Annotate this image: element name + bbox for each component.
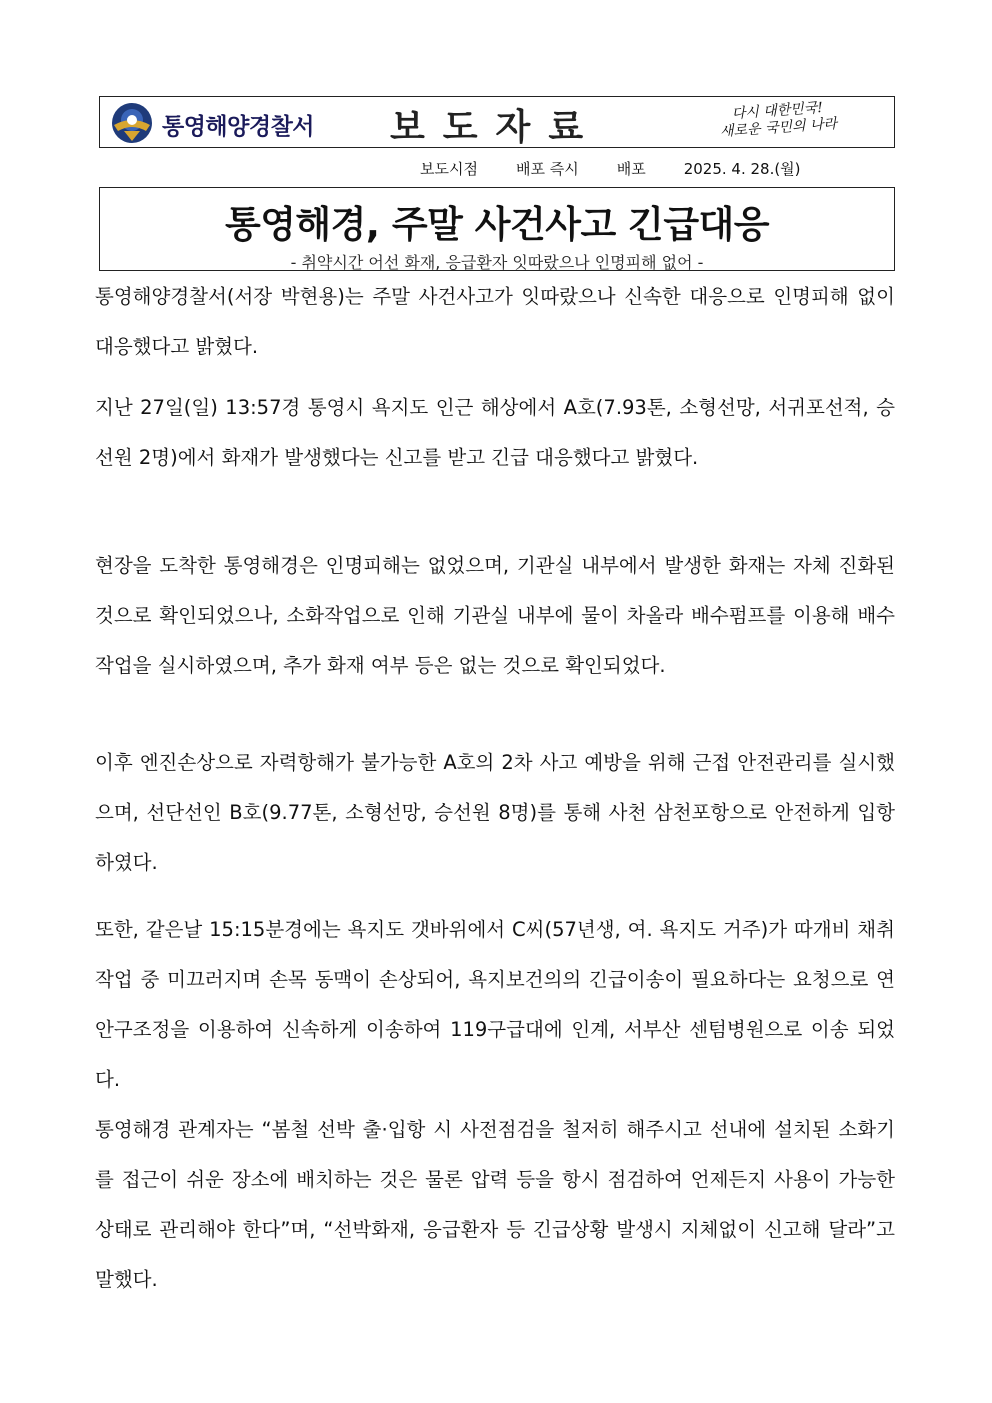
paragraph-2: 지난 27일(일) 13:57경 통영시 욕지도 인근 해상에서 A호(7.93톤, 소형선망, 서귀포선적, 승선원 2명)에서 화재가 발생했다는 신고를 받고 긴급 대응했다고 밝혔다.: [95, 396, 895, 469]
release-meta: [420, 158, 839, 179]
slogan-line-2: 새로운 국민의 나라: [719, 115, 838, 141]
slogan: [697, 97, 859, 142]
headline: 통영해경, 주말 사건사고 긴급대응: [224, 203, 770, 246]
press-release-header: [99, 96, 895, 148]
release-date-value: 2025. 4. 28.(월): [683, 160, 801, 178]
headline-box: [99, 187, 895, 271]
paragraph-6: 통영해경 관계자는 “봄철 선박 출·입항 시 사전점검을 철저히 해주시고 선내에 설치된 소화기를 접근이 쉬운 장소에 배치하는 것은 물론 압력 등을 항시 점검하여 언제든지 사용이 가능한 상태로 관리해야 한다”며, “선박화재, 응급환자 등 긴급상황 발생시 지체없이 신고해 달라”고 말했다.: [95, 1118, 895, 1291]
sub-headline: - 취약시간 어선 화재, 응급환자 잇따랐으나 인명피해 없어 -: [290, 253, 704, 272]
press-release-label: 보도자료: [390, 107, 602, 148]
coast-guard-emblem-icon: [110, 101, 154, 145]
paragraph-4: 이후 엔진손상으로 자력항해가 불가능한 A호의 2차 사고 예방을 위해 근접 안전관리를 실시했으며, 선단선인 B호(9.77톤, 소형선망, 승선원 8명)를 통해 사천 삼천포항으로 안전하게 입항하였다.: [95, 751, 895, 874]
release-time-value: 배포 즉시: [515, 160, 579, 178]
org-name: 통영해양경찰서: [162, 114, 315, 140]
release-date-label: 배포: [616, 160, 646, 178]
paragraph-5: 또한, 같은날 15:15분경에는 욕지도 갯바위에서 C씨(57년생, 여. 욕지도 거주)가 따개비 채취작업 중 미끄러지며 손목 동맥이 손상되어, 욕지보건의의 긴급이송이 필요하다는 요청으로 연안구조정을 이용하여 신속하게 이송하여 119구급대에 인계, 서부산 센텀병원으로 이송 되었다.: [95, 918, 895, 1091]
slogan-line-1: 다시 대한민국!: [731, 99, 824, 123]
paragraph-1: 통영해양경찰서(서장 박현용)는 주말 사건사고가 잇따랐으나 신속한 대응으로 인명피해 없이 대응했다고 밝혔다.: [95, 285, 895, 358]
paragraph-3: 현장을 도착한 통영해경은 인명피해는 없었으며, 기관실 내부에서 발생한 화재는 자체 진화된 것으로 확인되었으나, 소화작업으로 인해 기관실 내부에 물이 차올라 배수펌프를 이용해 배수작업을 실시하였으며, 추가 화재 여부 등은 없는 것으로 확인되었다.: [95, 554, 895, 677]
release-time-label: 보도시점: [420, 160, 478, 178]
